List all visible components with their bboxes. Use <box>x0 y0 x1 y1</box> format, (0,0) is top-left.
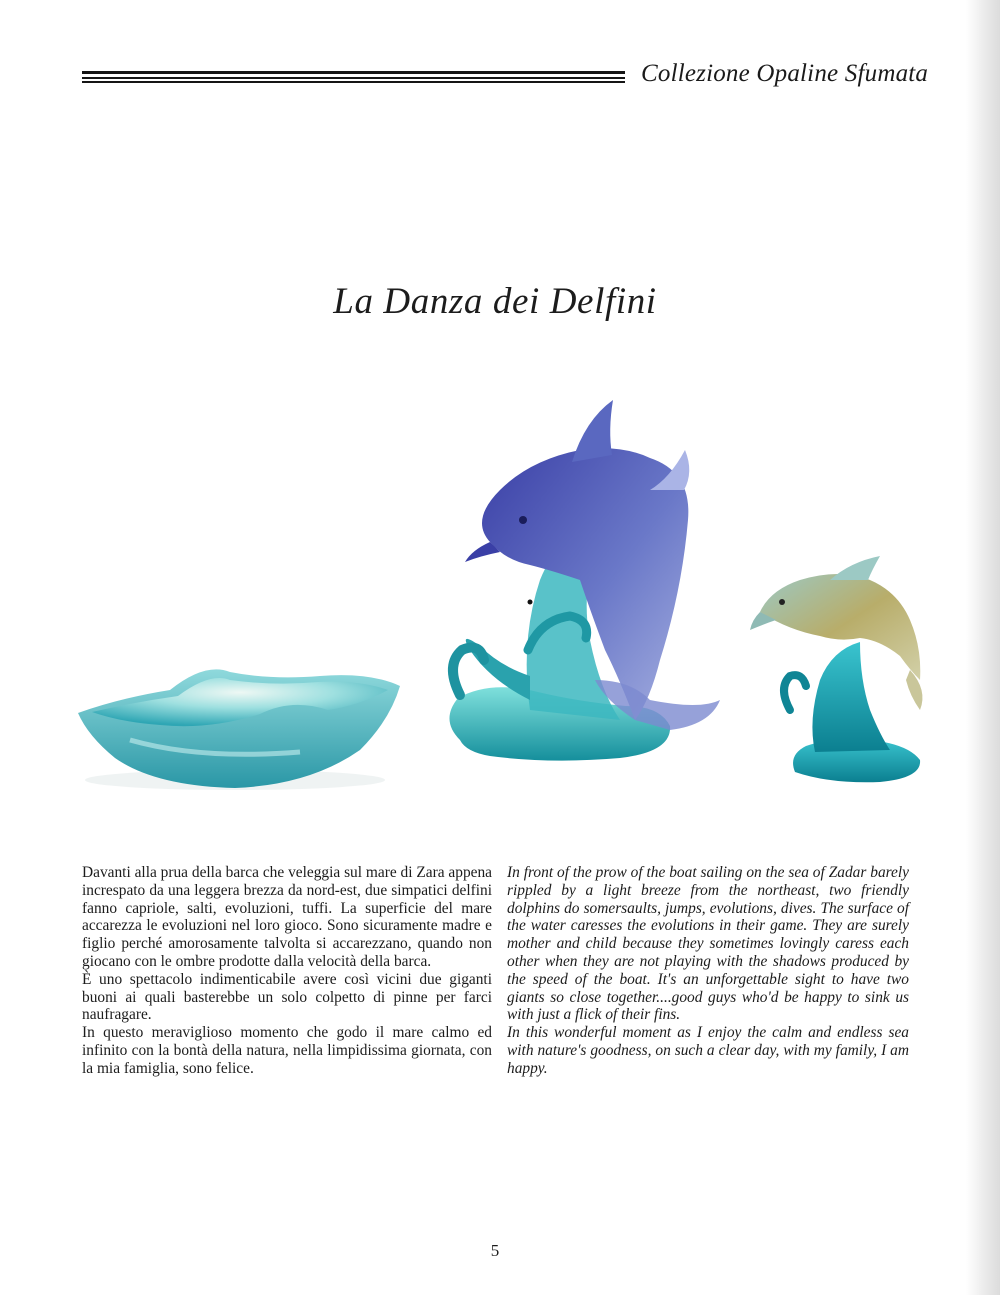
aqua-glass-bowl <box>78 669 400 790</box>
page-title: La Danza dei Delfini <box>333 281 657 322</box>
italian-paragraph: In questo meraviglioso momento che godo il mare calmo ed infinito con la bontà della natura, nella limpidissima giornata, con la mia famiglia, sono felice. <box>82 1024 492 1077</box>
page-number: 5 <box>490 1241 500 1260</box>
italian-paragraph: È uno spettacolo indimenticabile avere così vicini due giganti buoni ai quali basterebbe un solo colpetto di pinne per farci naufragare. <box>82 970 492 1024</box>
glass-sculptures-photo <box>60 380 960 820</box>
english-paragraph: In this wonderful moment as I enjoy the calm and endless sea with nature's goodness, on such a clear day, with my family, I am happy. <box>507 1024 909 1077</box>
italian-paragraph: Davanti alla prua della barca che veleggia sul mare di Zara appena increspato da una leggera brezza da nord-est, due simpatici delfini fanno capriole, salti, evoluzioni, tuffi. La superficie del mare accarezza le evoluzioni nel loro gioco. Sono sicuramente madre e figlio perché amorosamente talvolta si accarezzano, quando non giocano con le ombre prodotte dalla velocità della barca. <box>82 864 492 970</box>
english-paragraph: In front of the prow of the boat sailing on the sea of Zadar barely rippled by a light breeze from the northeast, two friendly dolphins do somersaults, jumps, evolutions, dives. The surface of the water caresses the evolutions in their game. They are surely mother and child because they sometimes lovingly caress each other when they are not playing with the shadows produced by the speed of the boat. It's an unforgettable sight to have two giants so close together....good guys who'd be happy to sink us with just a flick of their fins. <box>507 864 909 1024</box>
blue-dolphin-sculpture <box>449 400 720 761</box>
italian-text-column <box>82 864 492 1078</box>
collection-title: Collezione Opaline Sfumata <box>641 60 929 87</box>
gold-dolphin-sculpture <box>750 556 922 782</box>
header-rule <box>82 71 625 83</box>
page-edge-shadow <box>966 0 1000 1295</box>
english-text-column <box>507 864 909 1078</box>
